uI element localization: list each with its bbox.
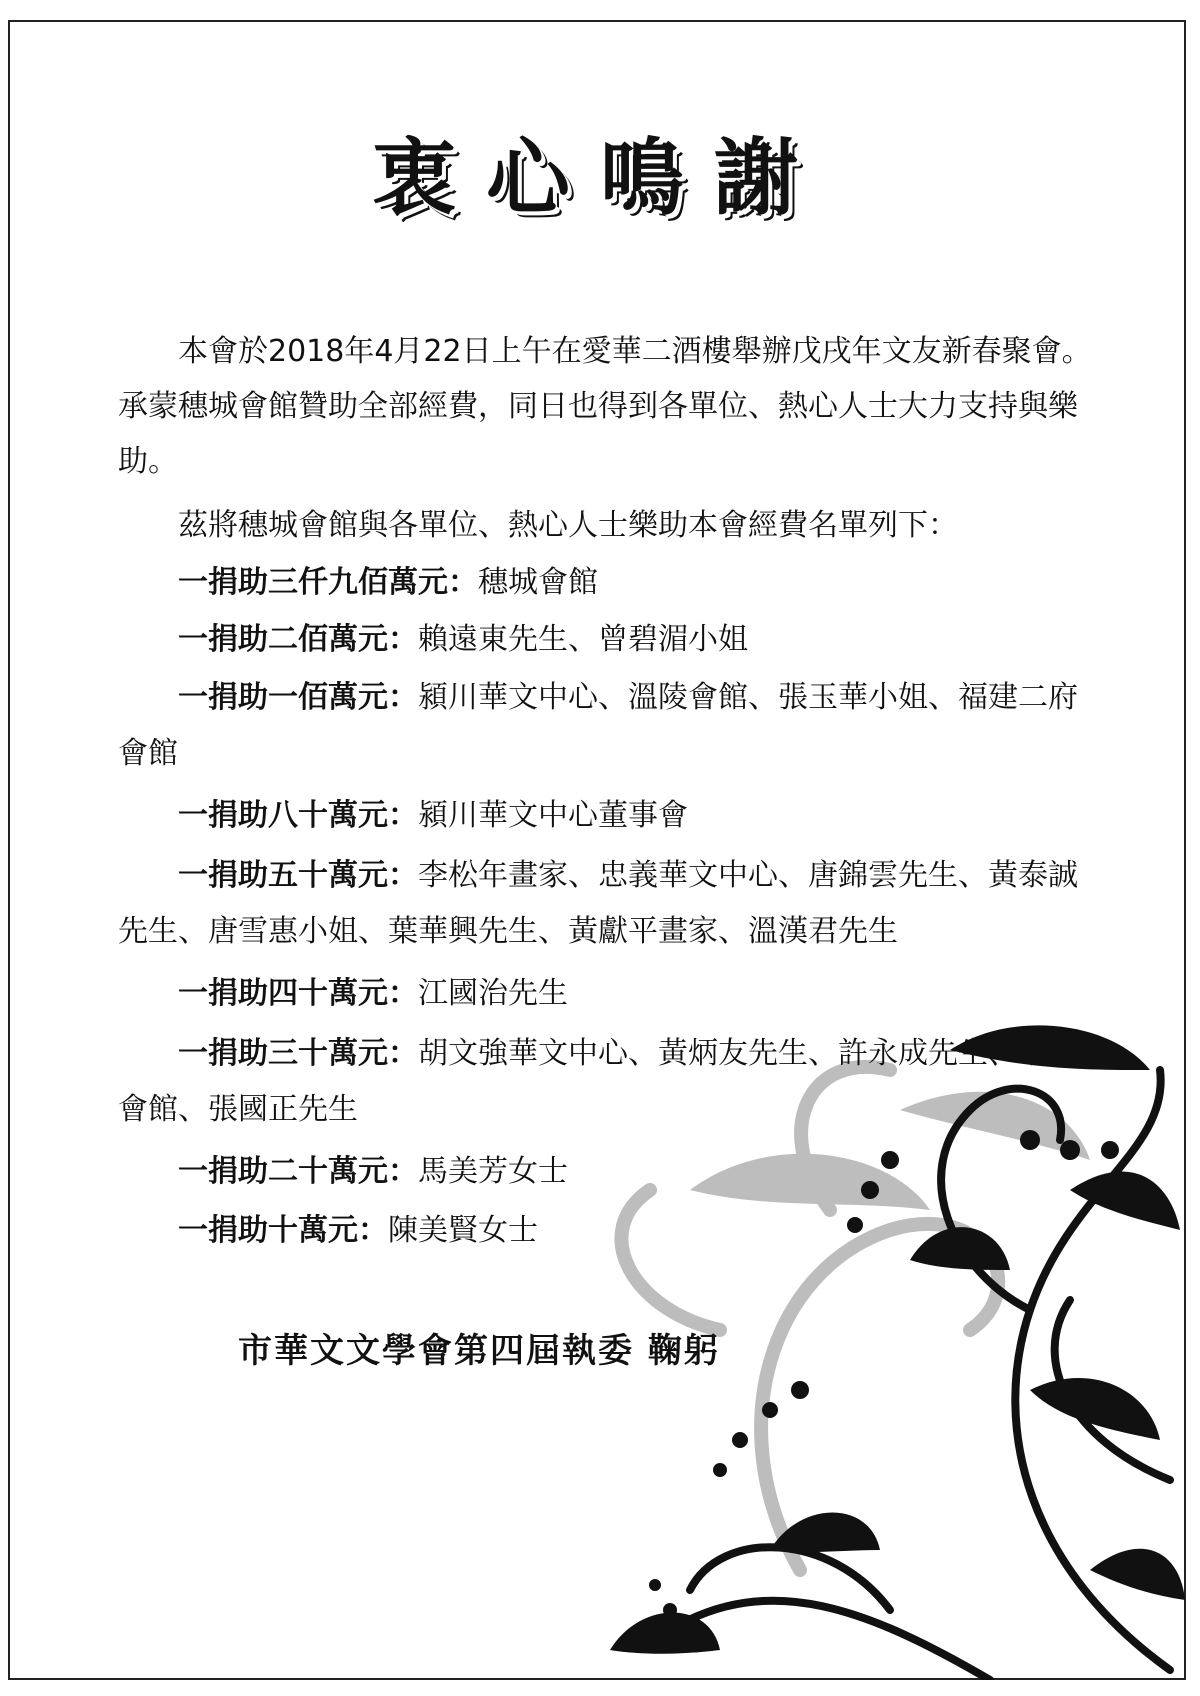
donation-donors: 潁川華文中心董事會 <box>418 798 688 833</box>
page-title: 衷心鳴謝 <box>371 128 828 227</box>
donation-line <box>118 966 1098 1022</box>
donation-line <box>118 612 1098 668</box>
donation-amount: 一捐助五十萬元： <box>178 858 418 893</box>
donor-list-intro: 茲將穗城會館與各單位、熱心人士樂助本會經費名單列下： <box>178 508 958 543</box>
donation-amount: 一捐助三十萬元： <box>178 1036 418 1071</box>
donation-amount: 一捐助二十萬元： <box>178 1154 418 1189</box>
donation-line <box>118 555 1098 611</box>
donation-donors: 穗城會館 <box>478 565 598 600</box>
donation-line <box>118 788 1098 844</box>
donation-amount: 一捐助八十萬元： <box>178 798 418 833</box>
donation-line <box>118 1203 1098 1259</box>
donation-donors: 賴遠東先生、曾碧湄小姐 <box>418 622 748 657</box>
donation-line <box>118 670 1098 782</box>
donation-donors: 胡文強華文中心、黃炳友先生、許永成先生、永春會館、張國正先生 <box>118 1036 1078 1127</box>
donation-donors: 潁川華文中心、溫陵會館、張玉華小姐、福建二府會館 <box>118 680 1078 771</box>
donation-line <box>118 1144 1098 1200</box>
donation-amount: 一捐助四十萬元： <box>178 976 418 1011</box>
signature: 市華文文學會第四屆執委 鞠躬 <box>238 1331 720 1371</box>
intro-paragraph <box>118 324 1098 489</box>
donation-line <box>118 848 1098 960</box>
donation-amount: 一捐助三仟九佰萬元： <box>178 565 478 600</box>
donation-amount: 一捐助二佰萬元： <box>178 622 418 657</box>
donation-donors: 陳美賢女士 <box>388 1213 538 1248</box>
intro-paragraph-text: 本會於2018年4月22日上午在愛華二酒樓舉辦戊戌年文友新春聚會。承蒙穗城會館贊助全部經費，同日也得到各單位、熱心人士大力支持與樂助。 <box>118 334 1092 479</box>
donation-line <box>118 1026 1098 1138</box>
donation-donors: 江國治先生 <box>418 976 568 1011</box>
donation-amount: 一捐助一佰萬元： <box>178 680 418 715</box>
donation-donors: 李松年畫家、忠義華文中心、唐錦雲先生、黃泰誠先生、唐雪惠小姐、葉華興先生、黃獻平畫家、溫漢君先生 <box>118 858 1078 949</box>
donation-donors: 馬美芳女士 <box>418 1154 568 1189</box>
donation-amount: 一捐助十萬元： <box>178 1213 388 1248</box>
